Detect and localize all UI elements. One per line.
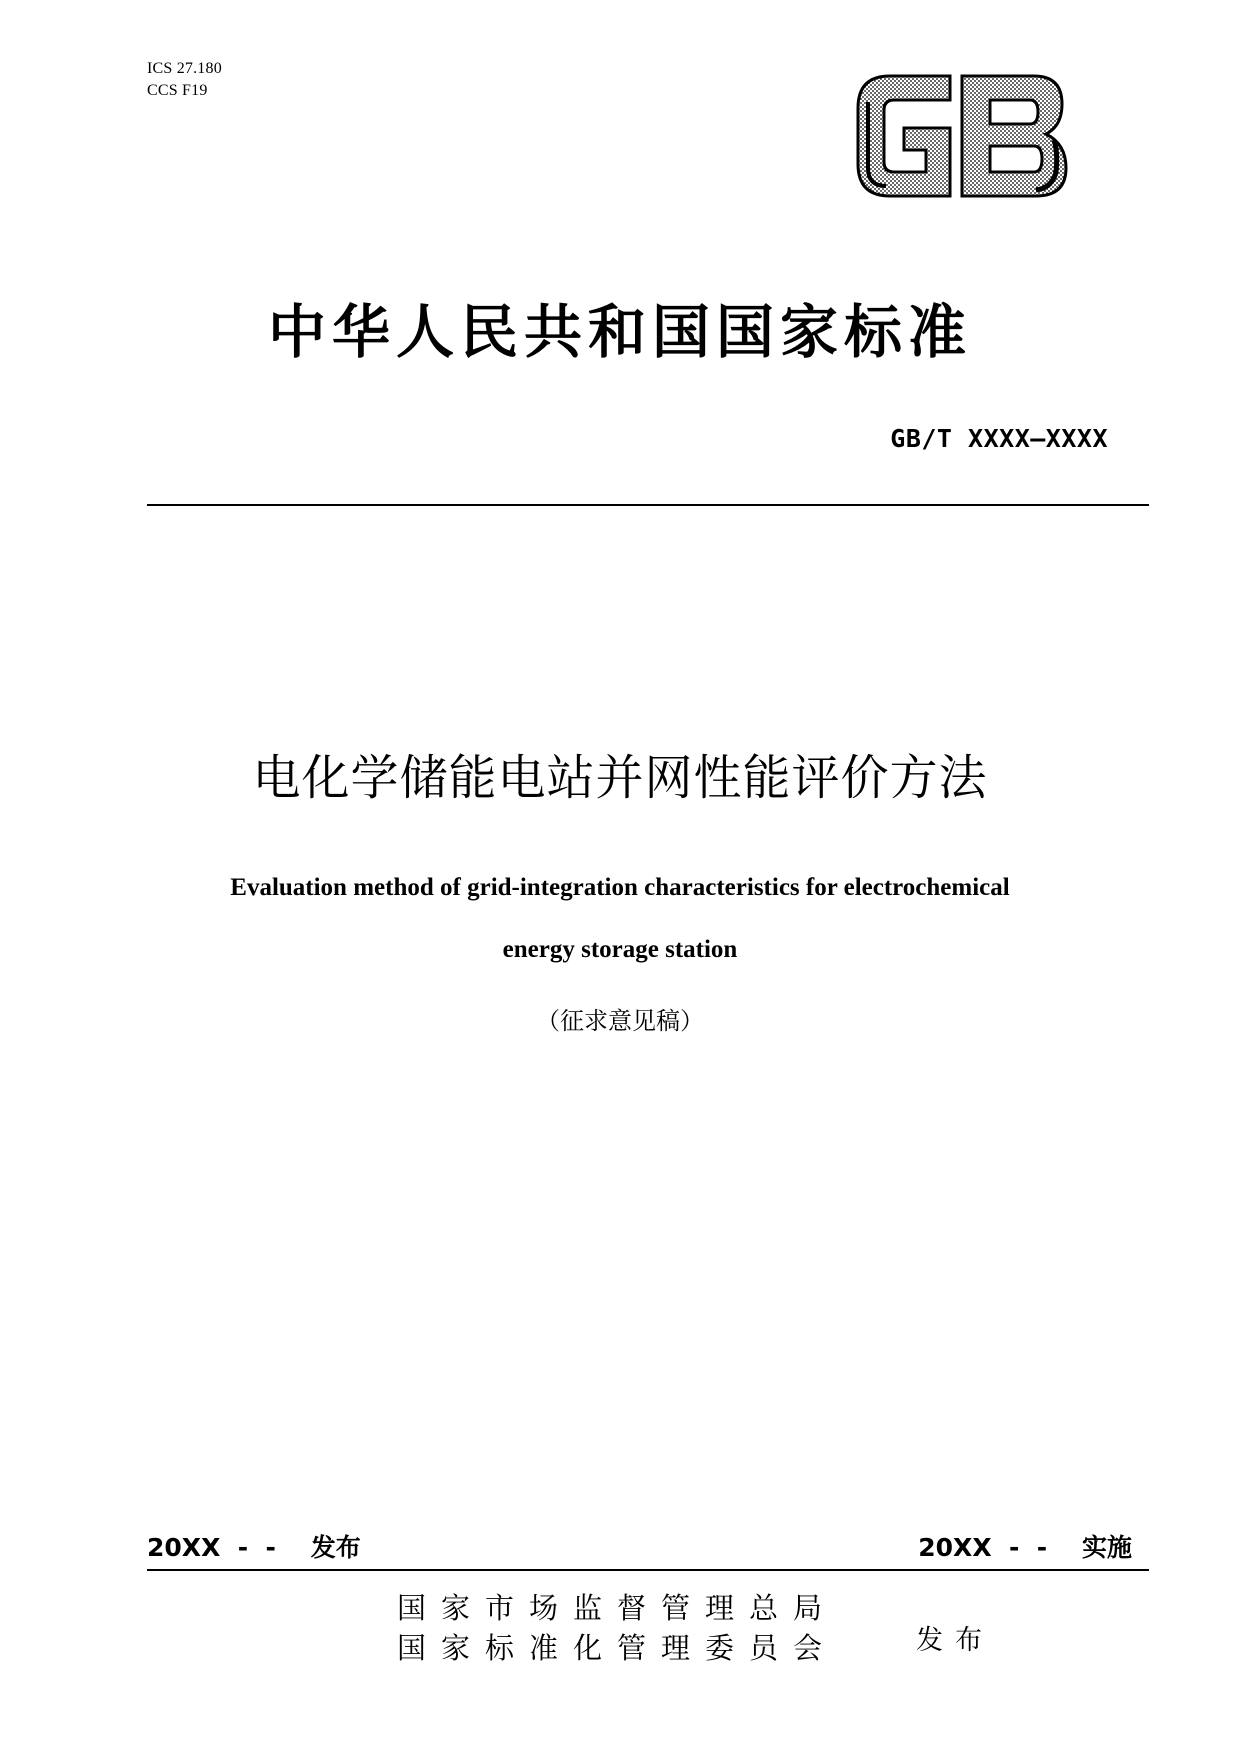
bottom-divider	[147, 1569, 1149, 1571]
issuer-samr: 国家市场监督管理总局	[397, 1591, 838, 1625]
issue-date: 20XX - - 发布	[147, 1533, 361, 1562]
implementation-date: 20XX - - 实施	[918, 1533, 1132, 1562]
issuer-sac: 国家标准化管理委员会	[397, 1631, 838, 1665]
top-divider	[147, 504, 1149, 506]
issue-label: 发布	[916, 1625, 994, 1656]
national-standard-title: 中华人民共和国国家标准	[267, 298, 972, 366]
draft-status-note: （征求意见稿）	[536, 1007, 704, 1035]
gb-logo	[850, 72, 1072, 200]
gb-standard-logo-icon	[850, 72, 1072, 200]
ccs-code: CCS F19	[147, 82, 208, 99]
classification-block	[147, 58, 222, 102]
document-title-english-line1: Evaluation method of grid-integration characteristics for electrochemical	[230, 874, 1010, 901]
document-title-chinese: 电化学储能电站并网性能评价方法	[252, 750, 988, 806]
standard-number: GB/T XXXX—XXXX	[890, 424, 1108, 453]
document-title-english-line2: energy storage station	[502, 936, 738, 963]
ics-code: ICS 27.180	[147, 60, 222, 77]
